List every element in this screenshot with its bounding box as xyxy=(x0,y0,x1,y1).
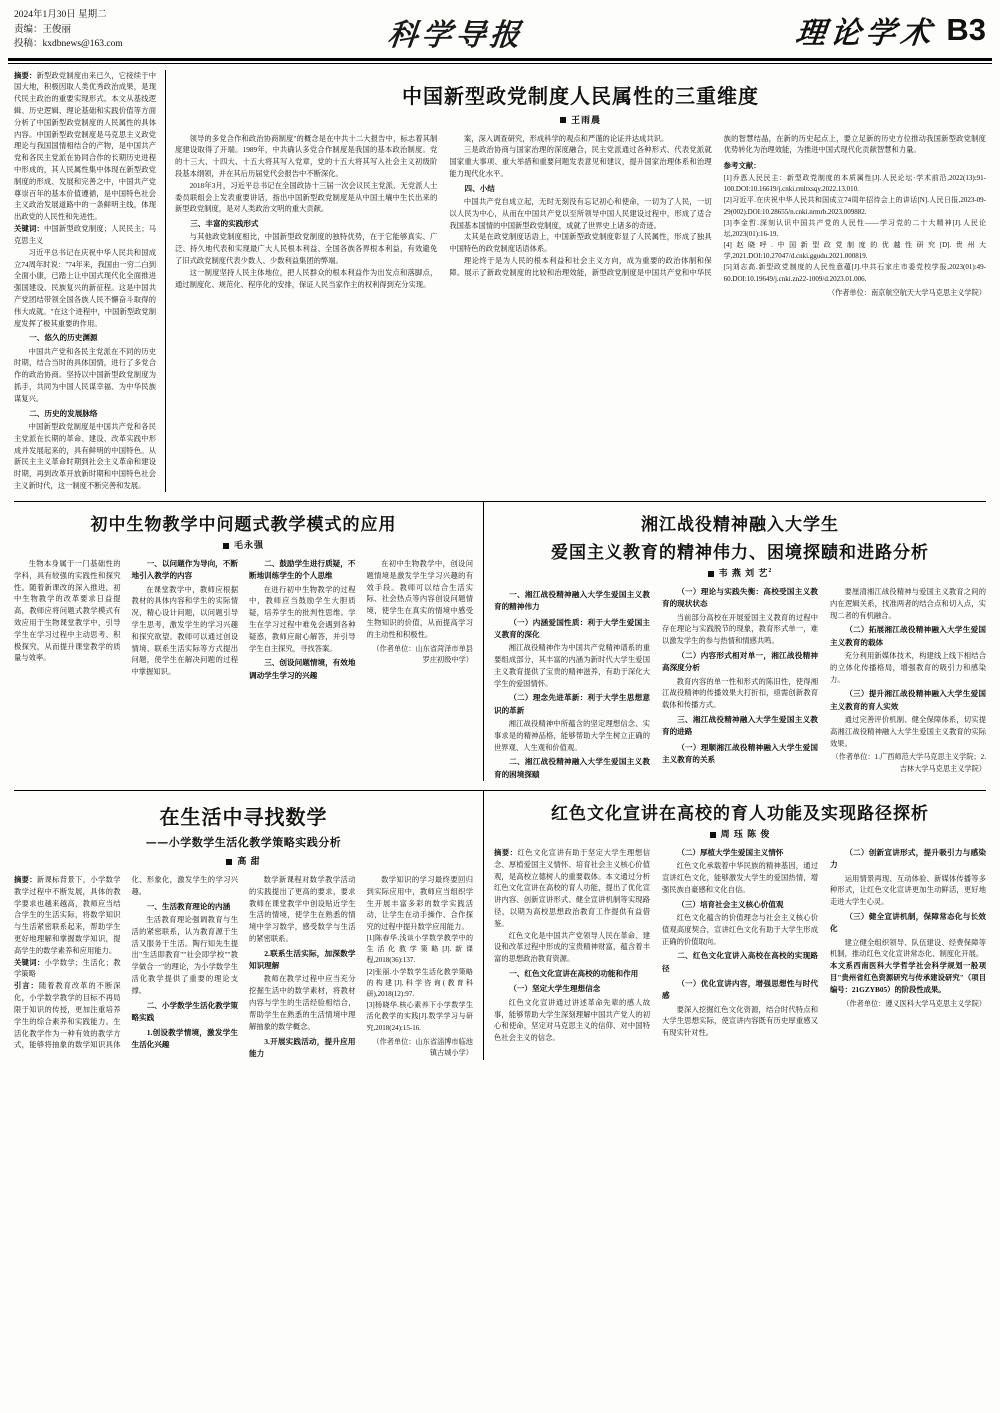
byline-marker-icon xyxy=(560,117,566,123)
paragraph: 通过完善评价机制、健全保障体系，切实提高湘江战役精神融入大学生爱国主义教育的实际效果。 xyxy=(830,714,986,748)
subheading: 二、湘江战役精神融入大学生爱国主义教育的困境探赜 xyxy=(494,757,650,779)
subheading: 二、红色文化宣讲入高校在高校的实现路径 xyxy=(662,951,818,973)
paragraph: 与其他政党制度相比，中国新型政党制度的独特优势，在于它能够真实、广泛、持久地代表和实现最广大人民根本利益、全国各族各界根本利益，有效避免了旧式政党制度代表少数人、少数利益集团的弊端。 xyxy=(175,232,438,266)
abstract-text: 红色文化宣讲有助于坚定大学生理想信念、厚植爱国主义情怀、培育社会主义核心价值观，是高校立德树人的重要载体。本文通过分析红色文化宣讲在高校的育人功能，提出了优化宣讲内容、创新宣讲形式、健全宣讲机制等实现路径，以期为高校思想政治教育工作提供有益借鉴。 xyxy=(494,847,651,928)
paragraph: 红色文化宣讲通过讲述革命先辈的感人故事，能够帮助大学生深刻理解中国共产党人的初心和使命，坚定对马克思主义的信仰、对中国特色社会主义的信念。 xyxy=(494,997,650,1043)
reference-item: [4]赵晓呼.中国新型政党制度的优越性研究[D].贵州大学,2021.DOI:10.27047/d.cnki.ggudu.2021.000819. xyxy=(723,241,986,261)
author-name: 周 珏 陈 俊 xyxy=(720,828,771,839)
paragraph: 中国共产党和各民主党派在不同的历史时期，结合当时的具体国情，进行了多党合作的政治协商。坚持以中国新型政党制度为抓手，共同为中国人民谋幸福、为中华民族谋复兴。 xyxy=(14,346,156,403)
byline-marker-icon xyxy=(710,832,716,838)
newspaper-logo: 科学导报 xyxy=(385,18,526,53)
article-3-abstract xyxy=(14,874,121,957)
article-2 xyxy=(14,502,484,781)
subheading: 三、创设问题情境，有效地调动学生学习的兴趣 xyxy=(249,658,356,680)
subheading: 四、小结 xyxy=(464,183,495,193)
paragraph: 红色文化承载着中华民族的精神基因，通过宣讲红色文化，能够激发大学生的爱国热情，增强民族自豪感和文化自信。 xyxy=(662,861,818,894)
article-2-body xyxy=(14,558,473,682)
subheading: （二）厚植大学生爱国主义情怀 xyxy=(677,847,784,857)
subheading: 3.开展实践活动，提升应用能力 xyxy=(249,1036,356,1058)
byline-marker-icon xyxy=(226,859,232,865)
lead-text: 随着教育改革的不断深化，小学数学教学的目标不再局限于知识的传授，更加注重培养学生的综合素养和实践能力。生活化教学作为一种有效的教学方式，能够将抽象的数学知识具体化、形象化，激发学生的学习兴趣。 xyxy=(14,874,238,1050)
article-1-abstract-column xyxy=(14,70,166,492)
paragraph: 要深入挖掘红色文化资源，结合时代特点和大学生思想实际，使宣讲内容既有历史厚重感又有现实针对性。 xyxy=(662,1004,818,1038)
keywords-text: 中国新型政党制度；人民民主；马克思主义 xyxy=(14,224,157,245)
article-3-affiliation: （作者单位：山东省淄博市临池镇古城小学） xyxy=(372,1037,473,1058)
article-1-body xyxy=(175,133,986,300)
author-name: 高 甜 xyxy=(237,855,261,866)
abstract-label: 摘要： xyxy=(494,847,518,857)
reference-item: [3]李金哲.深刻认识中国共产党的人民性——学习党的二十大精神[J].人民论坛,2023(01):16-19. xyxy=(723,218,986,238)
article-2-byline xyxy=(14,538,473,551)
article-3 xyxy=(14,791,484,1060)
paragraph: 生活教育理论强调教育与生活的紧密联系，认为教育源于生活又服务于生活。陶行知先生提出"生活即教育""社会即学校""教学做合一"的理论，为小学数学生活化教学提供了重要的理论支撑。 xyxy=(131,914,238,995)
paragraph: 在进行初中生物教学的过程中，教师应当鼓励学生大胆质疑，培养学生的批判性思维。学生在学习过程中难免会遇到各种疑惑，教师应耐心解答，并引导学生自主探究，寻找答案。 xyxy=(249,584,356,653)
abstract-label: 摘要： xyxy=(14,874,37,884)
article-3-byline xyxy=(14,854,473,867)
article-5-fund-note: 本文系西南医科大学哲学社会科学规划一般项目"贵州省红色资源研究与传承建设研究"（项目编号：21GZYB05）的阶段性成果。 xyxy=(830,961,986,994)
article-1-title: 中国新型政党制度人民属性的三重维度 xyxy=(402,83,759,108)
keywords-label: 关键词： xyxy=(14,957,45,967)
page-number: B3 xyxy=(946,12,986,47)
paragraph: 2018年3月，习近平总书记在全国政协十三届一次会议民主党派、无党派人士委员联组会上发表重要讲话，指出中国新型政党制度是从中国土壤中生长出来的新型政党制度，是对人类政治文明的重大贡献。 xyxy=(175,180,438,214)
paragraph: 红色文化是中国共产党领导人民在革命、建设和改革过程中形成的宝贵精神财富，蕴含着丰富的思想政治教育资源。 xyxy=(494,930,650,964)
paragraph: 数学新课程对数学教学活动的实践提出了更高的要求，要求教师在课堂教学中创设贴近学生生活的情境，使学生在熟悉的情境中学习数学，感受数学与生活的紧密联系。 xyxy=(249,874,356,944)
article-4-affiliation: （作者单位：1.广西师范大学马克思主义学院；2.吉林大学马克思主义学院） xyxy=(831,753,986,774)
subheading: 1.创设教学情境，激发学生生活化兴趣 xyxy=(131,1028,238,1050)
article-5 xyxy=(484,791,986,1060)
masthead-logo-wrap xyxy=(123,8,789,54)
article-2-affiliation: （作者单位：山东省菏泽市单县罗庄初级中学） xyxy=(372,644,473,665)
abstract-text: 新课标背景下，小学数学教学过程中不断发展，具体的教学要求也越来越高，教师应当结合学生的生活实际，将数学知识与生活紧密联系起来，帮助学生更好地理解和掌握数学知识，提高学生的数学素养和应用能力。 xyxy=(14,874,121,955)
paragraph: 在课堂教学中，教师应根据教材的具体内容和学生的实际情况，精心设计问题，以问题引导学生思考，激发学生的学习兴趣和探究欲望。教师可以通过创设情境、联系生活实际等方式提出问题，使学生在解决问题的过程中掌握知识。 xyxy=(131,584,238,677)
abstract-label: 摘要： xyxy=(14,70,37,80)
paragraph: 中国新型政党制度是中国共产党和各民主党派在长期的革命、建设、改革实践中形成并发展起来的，具有鲜明的中国特色。从新民主主义革命时期到社会主义革命和建设时期，再到改革开放新时期和中国特色社会主义新时代，这一制度不断完善和发展。 xyxy=(14,422,156,491)
subheading: （一）内涵爱国性质：利于大学生爱国主义教育的深化 xyxy=(494,617,650,639)
article-5-abstract xyxy=(494,847,650,930)
subheading: （三）提升湘江战役精神融入大学生爱国主义教育的育人实效 xyxy=(830,689,986,711)
article-1-byline xyxy=(175,113,986,126)
paragraph: 太其是在政党制度话语上，中国新型政党制度彰显了人民属性，形成了独具中国特色的政党制度话语体系。 xyxy=(449,232,712,254)
article-4-body xyxy=(494,586,986,781)
paragraph: 数学知识的学习最终要回归到实际应用中，教师应当组织学生开展丰富多彩的数学实践活动，让学生在动手操作、合作探究的过程中提升数学应用能力。 xyxy=(366,874,473,932)
reference-item: [5]刘志高.新型政党制度的人民性意蕴[J].中共石家庄市委党校学报,2023(01):49-60.DOI:10.19649/j.cnki.zn22-1009/d.2023.01.006. xyxy=(723,263,986,283)
masthead-editor: 责编：王俊丽 xyxy=(14,24,72,35)
paragraph: 教师在教学过程中应当充分挖掘生活中的数学素材，将教材内容与学生的生活经验相结合，帮助学生在熟悉的生活情境中理解抽象的数学概念。 xyxy=(249,974,356,1031)
paragraph: 充分利用新媒体技术，构建线上线下相结合的立体化传播格局，增强教育的吸引力和感染力。 xyxy=(830,650,986,684)
subheading: （一）坚定大学生理想信念 xyxy=(509,984,601,994)
subheading: 三、湘江战役精神融入大学生爱国主义教育的进路 xyxy=(662,714,818,737)
paragraph: 湘江战役精神作为中国共产党精神谱系的重要组成部分，其丰富的内涵为新时代大学生爱国主义教育提供了宝贵的精神滋养，有助于深化大学生的爱国情怀。 xyxy=(494,643,650,688)
subheading: （三）培育社会主义核心价值观 xyxy=(677,899,784,909)
paragraph: 红色文化蕴含的价值理念与社会主义核心价值观高度契合，宣讲红色文化有助于大学生形成正确的价值取向。 xyxy=(662,913,818,946)
article-5-affiliation: （作者单位：遵义医科大学马克思主义学院） xyxy=(842,999,986,1008)
paragraph: 湘江战役精神中所蕴含的坚定理想信念、实事求是的精神品格，能够帮助大学生树立正确的世界观、人生观和价值观。 xyxy=(494,718,650,752)
masthead xyxy=(0,0,1000,56)
paragraph: 三是政治协商与国家治理的深度融合，民主党派通过各种形式、代表党派就国家重大事项、重大举措和重要问题发表意见和建议，提升国家治理体系和治理能力现代化水平。 xyxy=(449,145,712,178)
subheading: 二、历史的发展脉络 xyxy=(29,408,98,418)
subheading: （二）内容形式相对单一，湘江战役精神高深度分析 xyxy=(662,650,818,673)
article-5-byline xyxy=(494,827,986,840)
references-heading: 参考文献： xyxy=(723,161,761,171)
reference-item: [1]陈春华.浅谈小学数学教学中的生活化教学策略[J].新课程,2018(36):137. xyxy=(366,934,473,965)
paragraph: 运用情景再现、互动体验、新媒体传播等多种形式，让红色文化宣讲更加生动鲜活，更好地走进大学生心灵。 xyxy=(830,873,986,907)
article-1-keywords xyxy=(14,223,156,247)
author-sup: 2 xyxy=(768,567,773,574)
subheading: （一）理顺湘江战役精神融入大学生爱国主义教育的关系 xyxy=(662,742,818,764)
paragraph: 生物本身属于一门基础性的学科，具有较强的实践性和探究性。随着新课改的深入推进，初中生物教学的改革要求日益提高，教师应将问题式教学模式有效应用于生物课堂教学中，引导学生在学习过程中主动思考、积极探究，从而提升课堂教学的质量与效率。 xyxy=(14,558,121,663)
masthead-section xyxy=(788,8,986,52)
masthead-rule-thick xyxy=(8,58,992,61)
article-5-body xyxy=(494,847,986,1044)
paragraph: 要厘清湘江战役精神与爱国主义教育之间的内在逻辑关系，找准两者的结合点和切入点，实现二者的有机融合。 xyxy=(830,586,986,620)
subheading: （二）理念先进革新：利于大学生思想意识的革新 xyxy=(494,693,650,715)
subheading: 2.联系生活实际，加深数学知识理解 xyxy=(249,948,356,971)
paragraph: 中国共产党自成立起，无时无刻没有忘记初心和使命，一切为了人民，一切以人民为中心，从而在中国共产党以至所领导中国人民建设过程中，形成了适合我国基本国情的中国新型政党制度，成就了世界史上诸多的奇迹。 xyxy=(449,197,712,230)
byline-marker-icon xyxy=(708,571,714,577)
article-4-byline xyxy=(494,566,986,579)
masthead-mail: 投稿：kxdbnews@163.com xyxy=(14,39,123,50)
section-name: 理论学术 xyxy=(794,16,938,51)
byline-marker-icon xyxy=(223,543,229,549)
masthead-date: 2024年1月30日 星期二 xyxy=(14,10,107,20)
subheading: 一、以问题作为导向，不断地引入教学的内容 xyxy=(131,558,238,581)
paragraph: 建立健全组织领导、队伍建设、经费保障等机制，推动红色文化宣讲常态化、制度化开展。 xyxy=(830,937,986,959)
masthead-rule-thin xyxy=(8,63,992,64)
subheading: 二、小学数学生活化教学策略实践 xyxy=(131,1000,238,1022)
article-4-title-line1: 湘江战役精神融入大学生 xyxy=(641,514,839,535)
paragraph: 在初中生物教学中，创设问题情境是激发学生学习兴趣的有效手段。教师可以结合生活实际、社会热点等内容创设问题情境，使学生在真实的情境中感受生物知识的价值，从而提高学习的主动性和积极性。 xyxy=(366,558,473,639)
subheading: 一、红色文化宣讲在高校的功能和作用 xyxy=(509,969,639,979)
article-3-title: 在生活中寻找数学 xyxy=(159,804,328,829)
article-1 xyxy=(0,70,1000,492)
article-1-abstract xyxy=(14,70,156,224)
article-3-subtitle: ——小学数学生活化教学策略实践分析 xyxy=(145,835,342,849)
keywords-label: 关键词： xyxy=(14,224,44,234)
article-2-title: 初中生物教学中问题式教学模式的应用 xyxy=(90,514,397,535)
article-3-keywords xyxy=(14,957,121,981)
subheading: （二）创新宣讲形式，提升吸引力与感染力 xyxy=(830,847,986,870)
paragraph: 习近平总书记在庆祝中华人民共和国成立74周年时说："74年来，我国由一穷二白到全面小康，已踏上让中国式现代化全面推进强国建设、民族复兴的新征程。这是中国共产党团结带领全国各族人民不懈奋斗取得的伟大成就。"在这个进程中，中国新型政党制度发挥了极其重要的作用。 xyxy=(14,247,156,328)
middle-band xyxy=(0,502,1000,781)
author-name: 韦 燕 刘 艺 xyxy=(718,567,769,578)
subheading: 一、悠久的历史渊源 xyxy=(29,333,98,343)
reference-item: [1]乔恵人民民主：新型政党制度的本质属性[J].人民论坛·学术前沿,2022(13):91-100.DOI:10.16619/j.cnki.rmltxsqy.2022.13.010. xyxy=(723,173,986,194)
keywords-text: 小学数学；生活化；教学策略 xyxy=(14,957,121,979)
subheading: （二）拓展湘江战役精神融入大学生爱国主义教育的载体 xyxy=(830,625,986,647)
bottom-band xyxy=(0,791,1000,1060)
masthead-info xyxy=(14,8,123,52)
subheading: （一）优化宣讲内容，增强思想性与时代感 xyxy=(662,979,818,1001)
article-1-references xyxy=(724,160,986,285)
paragraph: 教育内容的单一性和形式的陈旧性，使得湘江战役精神的传播效果大打折扣，亟需创新教育载体和传播方式。 xyxy=(662,676,818,710)
subheading: 一、湘江战役精神融入大学生爱国主义教育的精神伟力 xyxy=(494,589,650,612)
abstract-text: 新型政党制度由来已久，它接续于中国大地，积极因取人类优秀政治成果，是现代民主政治的重要实现形式。本文从基线逻辑、历史逻辑、理论基础和实践价值等方面分析了中国新型政党制度的人民属性的具体内容。中国新型政党制度是马克思主义政党理论与我国国情相结合的产物，是中国共产党和各民主党派在协同合作的长期历史进程中形成的，其人民属性集中体现在新型政党制度的形成、发展和完善之中，中国共产党尊崇百年的基本价值遵循，是中国特色社会主义政治发展道路中的一条鲜明主线，体现出政党的人民性和先进性。 xyxy=(14,70,157,222)
subheading: （一）理论与实践失衡：高校受国主义教育的现状状态 xyxy=(662,586,818,609)
article-3-body xyxy=(14,874,473,1060)
paragraph: 理论终于是为人民的根本利益和社会主义方向，成为重要的政治体制和保障。展示了新政党制度的比较和治理效能，新型政党制度是中国共产党和中华民族的智慧结晶，在新的历史起点上，要立足新的历史方位推动我国新型政党制度优势转化为治理效能，为推进中国式现代化贡献智慧和力量。 xyxy=(449,133,986,277)
lead-label: 引言： xyxy=(14,981,39,991)
author-name: 毛永强 xyxy=(233,539,264,550)
article-1-main xyxy=(166,70,986,492)
paragraph: 领导的多党合作和政治协商制度"的概念是在中共十二大报告中，标志着其制度建设取得了开端。1989年，中共确认多党合作制度是我国的基本政治制度。党的十三大、十四大、十五大将其写入党章，党的十五大将其写入社会主义初级阶段基本纲领，并在其后历届党代会报告中不断深化。 xyxy=(175,133,438,178)
subheading: 三、丰富的实践形式 xyxy=(190,219,259,229)
subheading: （三）健全宣讲机制，保障常态化与长效化 xyxy=(830,912,986,934)
reference-item: [2]张丽.小学数学生活化教学策略的构建[J].科学咨询(教育科研),2018(12):97. xyxy=(366,967,473,998)
author-name: 王雨晨 xyxy=(570,114,601,125)
article-1-affiliation: （作者单位：南京航空航天大学马克思主义学院） xyxy=(827,288,986,297)
article-3-references xyxy=(367,933,474,1034)
article-5-title: 红色文化宣讲在高校的育人功能及实现路径探析 xyxy=(551,803,929,824)
paragraph: 当前部分高校在开展爱国主义教育的过程中存在理论与实践脱节的现象，教育形式单一，难以激发学生的参与热情和情感共鸣。 xyxy=(662,612,818,646)
subheading: 一、生活教育理论的内涵 xyxy=(146,901,231,911)
reference-item: [3]杨晓华.核心素养下小学数学生活化教学的实践[J].数学学习与研究,2018(24):15-16. xyxy=(366,1001,473,1032)
article-4 xyxy=(484,502,986,781)
paragraph: 这一制度坚持人民主体地位，把人民群众的根本利益作为出发点和落脚点，通过制度化、规范化、程序化的安排，保证人民当家作主的权利得到充分实现。 xyxy=(175,267,438,289)
subheading: 二、鼓励学生进行质疑，不断地训练学生的个人思维 xyxy=(249,558,356,581)
article-4-title-line2: 爱国主义教育的精神伟力、困境探赜和进路分析 xyxy=(551,542,929,563)
paragraph: 案，深入调查研究，形成科学的观点和严谨的论证并达成共识。 xyxy=(463,133,669,143)
reference-item: [2]习近平.在庆祝中华人民共和国成立74周年招待会上的讲话[N].人民日报,2023-09-29(002).DOI:10.28655/n.cnki.nrmrb.2023.009882. xyxy=(723,196,986,216)
